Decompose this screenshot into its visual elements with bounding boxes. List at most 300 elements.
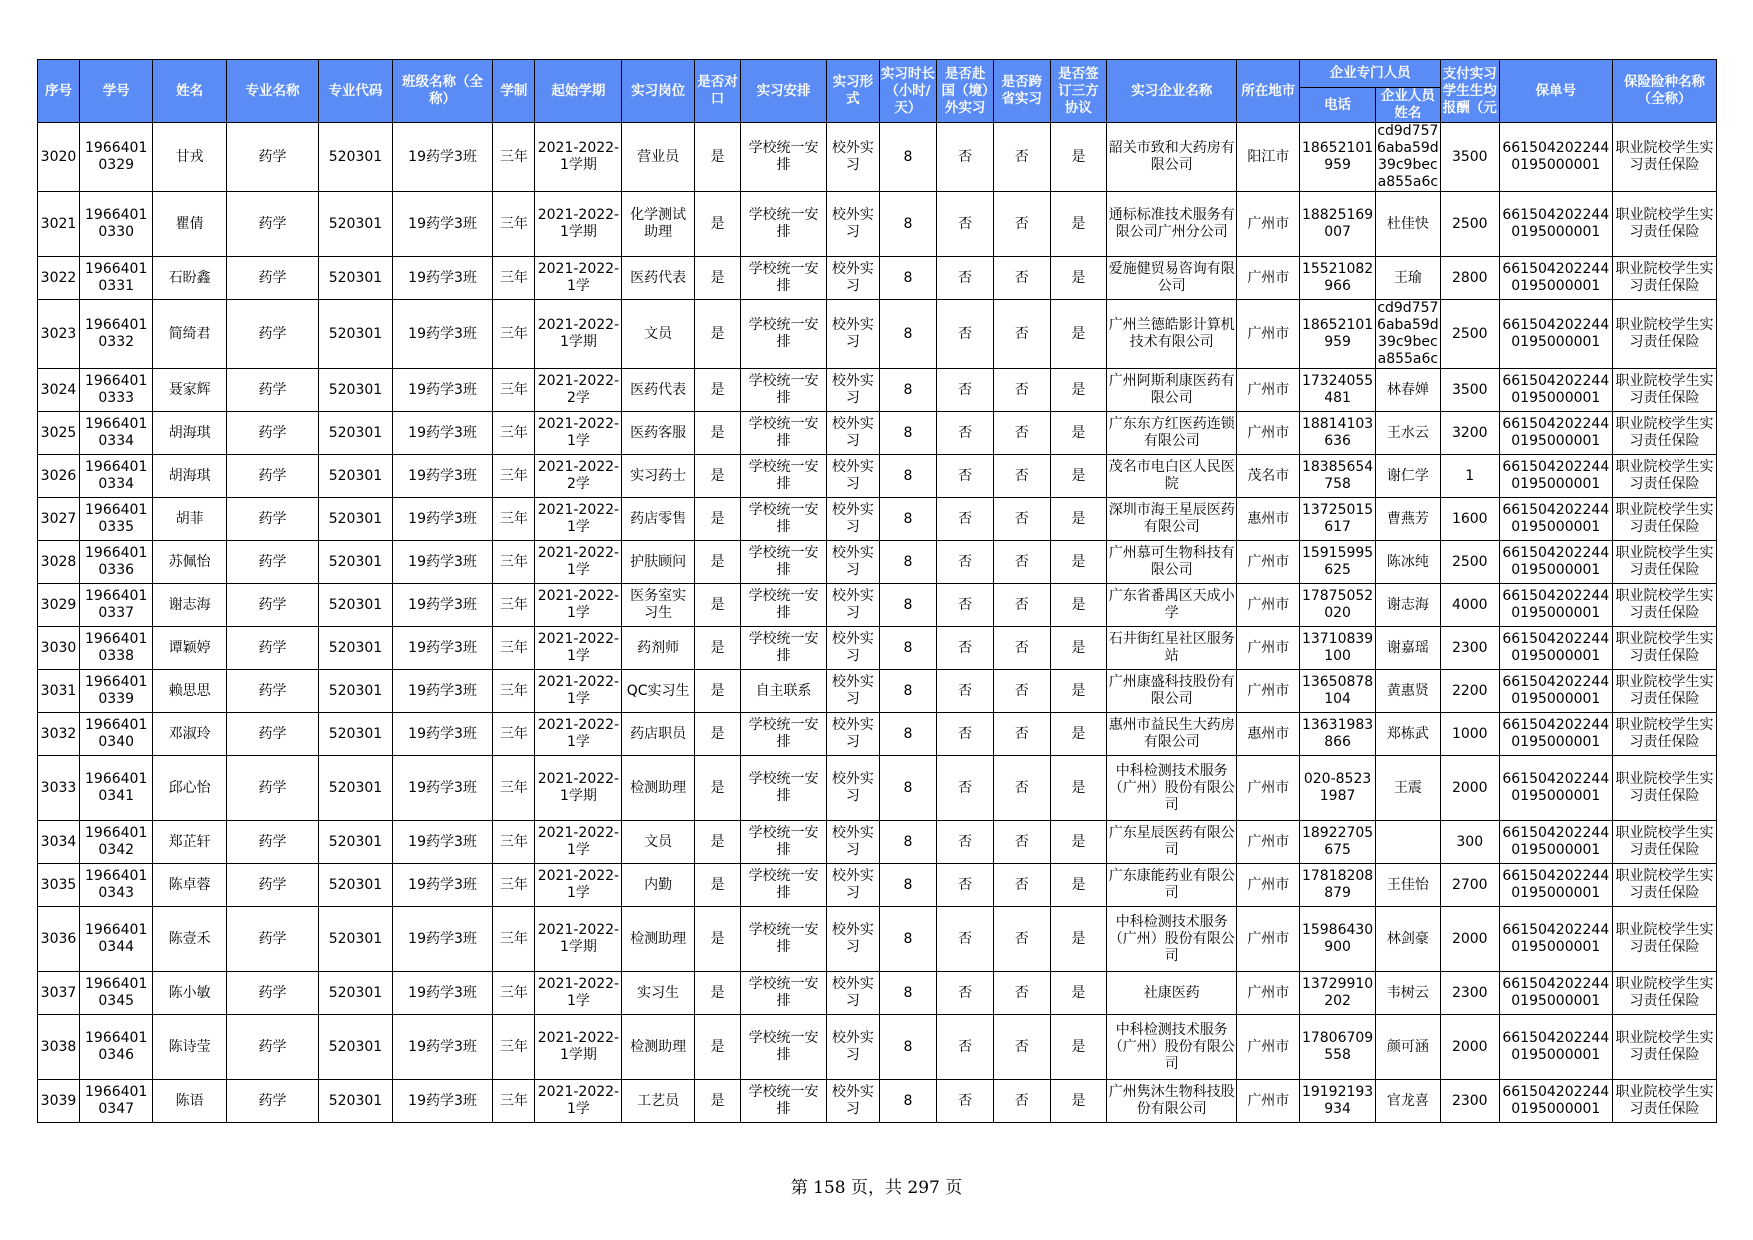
- cell-cross-province: 否: [993, 1015, 1050, 1080]
- cell-position: 检测助理: [622, 756, 694, 821]
- cell-seq: 3032: [38, 713, 80, 756]
- header-abroad: 是否赴国（境）外实习: [937, 60, 994, 123]
- cell-company: 茂名市电白区人民医院: [1107, 455, 1237, 498]
- cell-class-name: 19药学3班: [392, 541, 493, 584]
- header-seq: 序号: [38, 60, 80, 123]
- cell-seq: 3029: [38, 584, 80, 627]
- cell-duration: 三年: [493, 627, 535, 670]
- cell-duration: 三年: [493, 972, 535, 1015]
- cell-pay: 3500: [1440, 123, 1499, 192]
- cell-duration: 三年: [493, 1015, 535, 1080]
- cell-contact-name: 郑栋武: [1375, 713, 1440, 756]
- cell-hours: 8: [879, 670, 937, 713]
- cell-major-code: 520301: [319, 864, 392, 907]
- cell-matching: 是: [694, 864, 740, 907]
- cell-class-name: 19药学3班: [392, 864, 493, 907]
- cell-phone: 17818208879: [1300, 864, 1376, 907]
- cell-hours: 8: [879, 864, 937, 907]
- cell-contact-name: 陈冰纯: [1375, 541, 1440, 584]
- cell-contact-name: 王佳怡: [1375, 864, 1440, 907]
- cell-policy-no: 6615042022440195000001: [1499, 584, 1612, 627]
- cell-major-code: 520301: [319, 369, 392, 412]
- cell-name: 邱心怡: [153, 756, 226, 821]
- cell-contact-name: cd9d7576aba59d39c9beca855a6c: [1377, 300, 1439, 367]
- cell-major-code: 520301: [319, 670, 392, 713]
- cell-arrangement: 学校统一安排: [741, 123, 827, 192]
- cell-hours: 8: [879, 756, 937, 821]
- cell-major-name: 药学: [226, 907, 318, 972]
- cell-arrangement: 学校统一安排: [741, 369, 827, 412]
- cell-student-id: 19664010342: [79, 821, 152, 864]
- cell-arrangement: 学校统一安排: [741, 498, 827, 541]
- cell-position: 药店零售: [622, 498, 694, 541]
- cell-abroad: 否: [937, 257, 994, 300]
- header-start-term: 起始学期: [535, 60, 622, 123]
- table-row: [38, 821, 1717, 864]
- cell-insurance: 职业院校学生实习责任保险: [1612, 584, 1716, 627]
- cell-cross-province: 否: [993, 821, 1050, 864]
- cell-name: 赖思思: [153, 670, 226, 713]
- cell-form: 校外实习: [827, 257, 879, 300]
- cell-cross-province: 否: [993, 300, 1050, 369]
- cell-cross-province: 否: [993, 369, 1050, 412]
- cell-form: 校外实习: [827, 123, 879, 192]
- cell-tripartite: 是: [1050, 864, 1107, 907]
- cell-class-name: 19药学3班: [392, 972, 493, 1015]
- cell-seq: 3036: [38, 907, 80, 972]
- cell-arrangement: 学校统一安排: [741, 1015, 827, 1080]
- cell-name: 石盼鑫: [153, 257, 226, 300]
- cell-city: 广州市: [1237, 192, 1300, 257]
- cell-insurance: 职业院校学生实习责任保险: [1612, 670, 1716, 713]
- cell-major-name: 药学: [226, 1080, 318, 1123]
- table-row: [38, 455, 1717, 498]
- cell-policy-no: 6615042022440195000001: [1499, 1080, 1612, 1123]
- cell-city: 广州市: [1237, 369, 1300, 412]
- cell-class-name: 19药学3班: [392, 369, 493, 412]
- cell-abroad: 否: [937, 192, 994, 257]
- cell-pay: 2200: [1440, 670, 1499, 713]
- cell-phone: 18814103636: [1300, 412, 1376, 455]
- cell-city: 广州市: [1237, 972, 1300, 1015]
- cell-major-code: 520301: [319, 541, 392, 584]
- cell-seq: 3039: [38, 1080, 80, 1123]
- cell-class-name: 19药学3班: [392, 192, 493, 257]
- cell-duration: 三年: [493, 455, 535, 498]
- table-row: [38, 907, 1717, 972]
- cell-hours: 8: [879, 907, 937, 972]
- cell-phone: 18652101959: [1300, 300, 1376, 369]
- cell-position: 检测助理: [622, 1015, 694, 1080]
- cell-city: 茂名市: [1237, 455, 1300, 498]
- header-insurance: 保险险种名称（全称）: [1612, 60, 1716, 123]
- table-row: [38, 192, 1717, 257]
- cell-cross-province: 否: [993, 541, 1050, 584]
- cell-phone: 13729910202: [1300, 972, 1376, 1015]
- cell-position: QC实习生: [622, 670, 694, 713]
- header-city: 所在地市: [1237, 60, 1300, 123]
- cell-major-name: 药学: [226, 541, 318, 584]
- cell-student-id: 19664010329: [79, 123, 152, 192]
- cell-matching: 是: [694, 584, 740, 627]
- cell-phone: 19192193934: [1300, 1080, 1376, 1123]
- cell-seq: 3021: [38, 192, 80, 257]
- cell-city: 广州市: [1237, 756, 1300, 821]
- cell-student-id: 19664010338: [79, 627, 152, 670]
- cell-phone: 18652101959: [1300, 123, 1376, 192]
- cell-student-id: 19664010346: [79, 1015, 152, 1080]
- cell-student-id: 19664010345: [79, 972, 152, 1015]
- cell-city: 广州市: [1237, 821, 1300, 864]
- cell-major-name: 药学: [226, 369, 318, 412]
- cell-arrangement: 学校统一安排: [741, 257, 827, 300]
- cell-company: 广州康盛科技股份有限公司: [1107, 670, 1237, 713]
- cell-major-name: 药学: [226, 300, 318, 369]
- cell-tripartite: 是: [1050, 756, 1107, 821]
- cell-major-code: 520301: [319, 821, 392, 864]
- cell-major-name: 药学: [226, 713, 318, 756]
- header-form: 实习形式: [827, 60, 879, 123]
- cell-hours: 8: [879, 713, 937, 756]
- cell-start-term: 2021-2022-1学期: [535, 907, 622, 972]
- cell-phone: 18385654758: [1300, 455, 1376, 498]
- cell-abroad: 否: [937, 369, 994, 412]
- cell-contact-name: 王震: [1375, 756, 1440, 821]
- cell-duration: 三年: [493, 541, 535, 584]
- cell-hours: 8: [879, 455, 937, 498]
- cell-major-name: 药学: [226, 257, 318, 300]
- cell-arrangement: 学校统一安排: [741, 412, 827, 455]
- cell-major-name: 药学: [226, 1015, 318, 1080]
- header-position: 实习岗位: [622, 60, 694, 123]
- cell-arrangement: 学校统一安排: [741, 584, 827, 627]
- cell-contact-name: 王水云: [1375, 412, 1440, 455]
- cell-student-id: 19664010344: [79, 907, 152, 972]
- cell-major-code: 520301: [319, 756, 392, 821]
- cell-position: 化学测试助理: [622, 192, 694, 257]
- cell-start-term: 2021-2022-1学: [535, 584, 622, 627]
- cell-major-code: 520301: [319, 584, 392, 627]
- cell-insurance: 职业院校学生实习责任保险: [1612, 455, 1716, 498]
- cell-major-code: 520301: [319, 412, 392, 455]
- cell-company: 广州隽沐生物科技股份有限公司: [1107, 1080, 1237, 1123]
- cell-insurance: 职业院校学生实习责任保险: [1612, 713, 1716, 756]
- cell-name: 聂家辉: [153, 369, 226, 412]
- cell-insurance: 职业院校学生实习责任保险: [1612, 541, 1716, 584]
- cell-form: 校外实习: [827, 412, 879, 455]
- cell-name: 胡海琪: [153, 455, 226, 498]
- cell-contact-name: 黄惠贤: [1375, 670, 1440, 713]
- cell-contact-name: 曹燕芳: [1375, 498, 1440, 541]
- table-row: [38, 627, 1717, 670]
- cell-start-term: 2021-2022-1学: [535, 257, 622, 300]
- cell-insurance: 职业院校学生实习责任保险: [1612, 412, 1716, 455]
- cell-arrangement: 学校统一安排: [741, 192, 827, 257]
- cell-major-name: 药学: [226, 756, 318, 821]
- cell-hours: 8: [879, 123, 937, 192]
- cell-policy-no: 6615042022440195000001: [1499, 713, 1612, 756]
- cell-cross-province: 否: [993, 864, 1050, 907]
- header-policy-no: 保单号: [1499, 60, 1612, 123]
- cell-policy-no: 6615042022440195000001: [1499, 369, 1612, 412]
- cell-arrangement: 学校统一安排: [741, 300, 827, 369]
- cell-class-name: 19药学3班: [392, 627, 493, 670]
- cell-major-code: 520301: [319, 972, 392, 1015]
- header-duration: 学制: [493, 60, 535, 123]
- cell-hours: 8: [879, 257, 937, 300]
- cell-contact-name: 谢仁学: [1375, 455, 1440, 498]
- cell-major-code: 520301: [319, 907, 392, 972]
- cell-city: 广州市: [1237, 864, 1300, 907]
- table-row: [38, 864, 1717, 907]
- cell-matching: 是: [694, 713, 740, 756]
- cell-major-code: 520301: [319, 627, 392, 670]
- cell-cross-province: 否: [993, 627, 1050, 670]
- cell-insurance: 职业院校学生实习责任保险: [1612, 972, 1716, 1015]
- cell-phone: 15915995625: [1300, 541, 1376, 584]
- cell-form: 校外实习: [827, 584, 879, 627]
- cell-city: 广州市: [1237, 907, 1300, 972]
- cell-name: 甘戎: [153, 123, 226, 192]
- cell-company: 惠州市益民生大药房有限公司: [1107, 713, 1237, 756]
- cell-name: 谢志海: [153, 584, 226, 627]
- cell-class-name: 19药学3班: [392, 498, 493, 541]
- cell-city: 广州市: [1237, 412, 1300, 455]
- cell-class-name: 19药学3班: [392, 756, 493, 821]
- cell-start-term: 2021-2022-1学: [535, 541, 622, 584]
- cell-policy-no: 6615042022440195000001: [1499, 821, 1612, 864]
- cell-major-name: 药学: [226, 192, 318, 257]
- cell-policy-no: 6615042022440195000001: [1499, 1015, 1612, 1080]
- cell-duration: 三年: [493, 412, 535, 455]
- cell-form: 校外实习: [827, 713, 879, 756]
- cell-position: 文员: [622, 821, 694, 864]
- cell-student-id: 19664010331: [79, 257, 152, 300]
- cell-matching: 是: [694, 123, 740, 192]
- cell-abroad: 否: [937, 455, 994, 498]
- cell-class-name: 19药学3班: [392, 584, 493, 627]
- cell-major-name: 药学: [226, 864, 318, 907]
- cell-duration: 三年: [493, 300, 535, 369]
- cell-start-term: 2021-2022-1学: [535, 412, 622, 455]
- cell-company: 广东康能药业有限公司: [1107, 864, 1237, 907]
- header-hours: 实习时长（小时/天）: [879, 60, 937, 123]
- header-pay: 支付实习学生生均报酬（元: [1440, 60, 1499, 123]
- cell-matching: 是: [694, 627, 740, 670]
- cell-abroad: 否: [937, 584, 994, 627]
- cell-abroad: 否: [937, 412, 994, 455]
- cell-matching: 是: [694, 821, 740, 864]
- cell-class-name: 19药学3班: [392, 455, 493, 498]
- cell-name: 胡海琪: [153, 412, 226, 455]
- cell-pay: 2500: [1440, 192, 1499, 257]
- cell-matching: 是: [694, 300, 740, 369]
- cell-policy-no: 6615042022440195000001: [1499, 300, 1612, 369]
- cell-cross-province: 否: [993, 713, 1050, 756]
- cell-pay: 2300: [1440, 972, 1499, 1015]
- cell-start-term: 2021-2022-1学: [535, 498, 622, 541]
- cell-duration: 三年: [493, 498, 535, 541]
- cell-tripartite: 是: [1050, 584, 1107, 627]
- cell-abroad: 否: [937, 541, 994, 584]
- cell-cross-province: 否: [993, 972, 1050, 1015]
- cell-phone: 13710839100: [1300, 627, 1376, 670]
- cell-hours: 8: [879, 584, 937, 627]
- cell-tripartite: 是: [1050, 123, 1107, 192]
- cell-start-term: 2021-2022-1学: [535, 821, 622, 864]
- table-row: [38, 498, 1717, 541]
- cell-student-id: 19664010341: [79, 756, 152, 821]
- cell-phone: 17875052020: [1300, 584, 1376, 627]
- cell-contact-name: [1375, 821, 1440, 864]
- cell-tripartite: 是: [1050, 455, 1107, 498]
- header-arrangement: 实习安排: [741, 60, 827, 123]
- cell-policy-no: 6615042022440195000001: [1499, 670, 1612, 713]
- cell-insurance: 职业院校学生实习责任保险: [1612, 257, 1716, 300]
- cell-start-term: 2021-2022-1学期: [535, 1015, 622, 1080]
- cell-policy-no: 6615042022440195000001: [1499, 627, 1612, 670]
- cell-pay: 300: [1440, 821, 1499, 864]
- cell-pay: 2000: [1440, 907, 1499, 972]
- cell-duration: 三年: [493, 821, 535, 864]
- cell-seq: 3034: [38, 821, 80, 864]
- cell-seq: 3025: [38, 412, 80, 455]
- cell-position: 内勤: [622, 864, 694, 907]
- cell-phone: 18922705675: [1300, 821, 1376, 864]
- cell-major-name: 药学: [226, 123, 318, 192]
- cell-abroad: 否: [937, 1015, 994, 1080]
- cell-abroad: 否: [937, 972, 994, 1015]
- cell-pay: 1000: [1440, 713, 1499, 756]
- cell-matching: 是: [694, 670, 740, 713]
- cell-company: 深圳市海王星辰医药有限公司: [1107, 498, 1237, 541]
- cell-duration: 三年: [493, 864, 535, 907]
- cell-company: 广东省番禺区天成小学: [1107, 584, 1237, 627]
- cell-pay: 2300: [1440, 627, 1499, 670]
- cell-arrangement: 学校统一安排: [741, 713, 827, 756]
- cell-major-code: 520301: [319, 1080, 392, 1123]
- cell-matching: 是: [694, 541, 740, 584]
- cell-arrangement: 学校统一安排: [741, 756, 827, 821]
- cell-insurance: 职业院校学生实习责任保险: [1612, 123, 1716, 192]
- cell-tripartite: 是: [1050, 300, 1107, 369]
- cell-company: 社康医药: [1107, 972, 1237, 1015]
- cell-matching: 是: [694, 1015, 740, 1080]
- cell-arrangement: 学校统一安排: [741, 627, 827, 670]
- cell-form: 校外实习: [827, 192, 879, 257]
- header-contact-name: 企业人员姓名: [1375, 88, 1440, 123]
- cell-phone: 18825169007: [1300, 192, 1376, 257]
- cell-insurance: 职业院校学生实习责任保险: [1612, 369, 1716, 412]
- header-contact-group: 企业专门人员: [1300, 60, 1441, 88]
- cell-position: 文员: [622, 300, 694, 369]
- header-major-code: 专业代码: [319, 60, 392, 123]
- cell-insurance: 职业院校学生实习责任保险: [1612, 1015, 1716, 1080]
- cell-tripartite: 是: [1050, 627, 1107, 670]
- cell-cross-province: 否: [993, 756, 1050, 821]
- cell-seq: 3033: [38, 756, 80, 821]
- cell-cross-province: 否: [993, 498, 1050, 541]
- cell-company: 通标标准技术服务有限公司广州分公司: [1107, 192, 1237, 257]
- cell-name: 简绮君: [153, 300, 226, 369]
- cell-student-id: 19664010336: [79, 541, 152, 584]
- cell-hours: 8: [879, 627, 937, 670]
- table-row: [38, 972, 1717, 1015]
- cell-policy-no: 6615042022440195000001: [1499, 455, 1612, 498]
- cell-abroad: 否: [937, 627, 994, 670]
- cell-position: 实习药士: [622, 455, 694, 498]
- table-row: [38, 1080, 1717, 1123]
- cell-contact-name: 王瑜: [1375, 257, 1440, 300]
- cell-name: 邓淑玲: [153, 713, 226, 756]
- cell-seq: 3020: [38, 123, 80, 192]
- cell-tripartite: 是: [1050, 1080, 1107, 1123]
- cell-hours: 8: [879, 541, 937, 584]
- cell-abroad: 否: [937, 123, 994, 192]
- cell-seq: 3037: [38, 972, 80, 1015]
- cell-phone: 17324055481: [1300, 369, 1376, 412]
- cell-major-name: 药学: [226, 972, 318, 1015]
- cell-city: 广州市: [1237, 541, 1300, 584]
- cell-position: 药剂师: [622, 627, 694, 670]
- header-company: 实习企业名称: [1107, 60, 1237, 123]
- cell-cross-province: 否: [993, 1080, 1050, 1123]
- cell-company: 广东东方红医药连锁有限公司: [1107, 412, 1237, 455]
- cell-student-id: 19664010334: [79, 412, 152, 455]
- cell-start-term: 2021-2022-1学: [535, 972, 622, 1015]
- cell-contact-name: 官龙喜: [1375, 1080, 1440, 1123]
- cell-cross-province: 否: [993, 907, 1050, 972]
- cell-start-term: 2021-2022-1学: [535, 1080, 622, 1123]
- cell-city: 广州市: [1237, 257, 1300, 300]
- cell-arrangement: 学校统一安排: [741, 541, 827, 584]
- table-header: [38, 60, 1717, 123]
- cell-tripartite: 是: [1050, 972, 1107, 1015]
- cell-position: 医务室实习生: [622, 584, 694, 627]
- cell-abroad: 否: [937, 300, 994, 369]
- cell-matching: 是: [694, 498, 740, 541]
- cell-tripartite: 是: [1050, 713, 1107, 756]
- cell-major-name: 药学: [226, 455, 318, 498]
- cell-name: 瞿倩: [153, 192, 226, 257]
- cell-seq: 3035: [38, 864, 80, 907]
- cell-form: 校外实习: [827, 455, 879, 498]
- cell-start-term: 2021-2022-1学期: [535, 192, 622, 257]
- cell-major-name: 药学: [226, 498, 318, 541]
- cell-student-id: 19664010330: [79, 192, 152, 257]
- cell-class-name: 19药学3班: [392, 670, 493, 713]
- cell-insurance: 职业院校学生实习责任保险: [1612, 1080, 1716, 1123]
- cell-form: 校外实习: [827, 972, 879, 1015]
- cell-major-code: 520301: [319, 498, 392, 541]
- cell-position: 医药代表: [622, 369, 694, 412]
- cell-city: 惠州市: [1237, 498, 1300, 541]
- cell-abroad: 否: [937, 713, 994, 756]
- cell-insurance: 职业院校学生实习责任保险: [1612, 907, 1716, 972]
- cell-duration: 三年: [493, 713, 535, 756]
- cell-pay: 3200: [1440, 412, 1499, 455]
- cell-class-name: 19药学3班: [392, 123, 493, 192]
- cell-student-id: 19664010333: [79, 369, 152, 412]
- cell-start-term: 2021-2022-1学期: [535, 756, 622, 821]
- cell-start-term: 2021-2022-1学: [535, 670, 622, 713]
- header-major-name: 专业名称: [226, 60, 318, 123]
- cell-form: 校外实习: [827, 300, 879, 369]
- cell-position: 实习生: [622, 972, 694, 1015]
- cell-matching: 是: [694, 756, 740, 821]
- cell-hours: 8: [879, 412, 937, 455]
- cell-duration: 三年: [493, 907, 535, 972]
